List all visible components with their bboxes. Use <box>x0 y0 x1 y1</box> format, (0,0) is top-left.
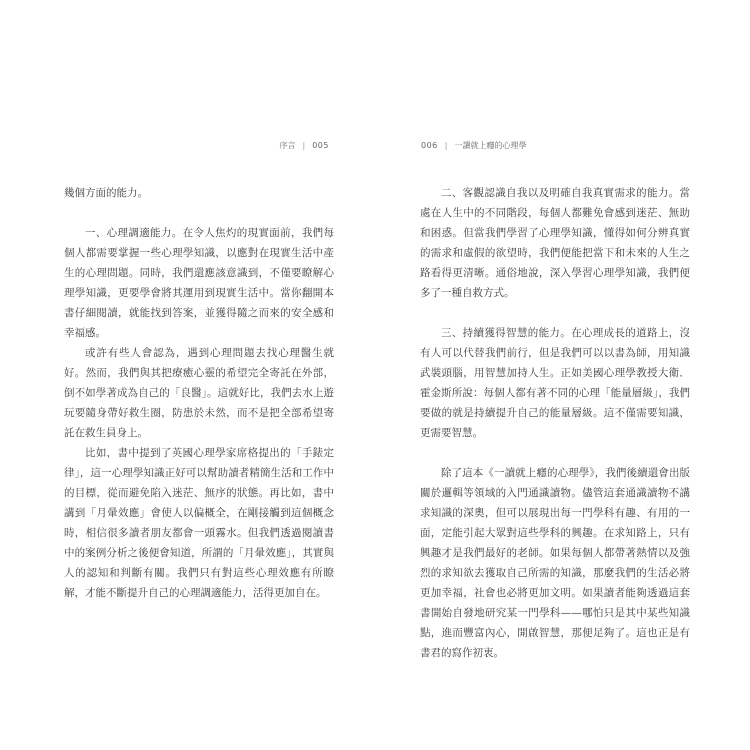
paragraph: 三、持續獲得智慧的能力。在心理成長的道路上，沒有人可以代替我們前行，但是我們可以以書為師，用知識武裝頭腦，用智慧加持人生。正如美國心理學教授大衛．霍金斯所說：每個人都有著不同的心理「能量層級」，我們要做的就是持續提升自己的能量層級。這不僅需要知識，更需要智慧。 <box>420 327 690 439</box>
left-page-body <box>64 183 334 603</box>
header-separator: | <box>302 141 306 150</box>
paragraph: 除了這本《一讀就上癮的心理學》，我們後續還會出版關於邏輯等領域的入門通識讀物。儘管這套通識讀物不講求知識的深奧，但可以展現出每一門學科有趣、有用的一面，定能引起大眾對這些學科的興趣。在求知路上，只有興趣才是我們最好的老師。如果每個人都帶著熱情以及強烈的求知欲去獲取自己所需的知識，那麼我們的生活必將更加幸福，社會也必將更加文明。如果讀者能夠透過這套書開始自發地研究某一門學科——哪怕只是其中某些知識點，進而豐富內心，開啟智慧，那便足夠了。這也正是有書君的寫作初衷。 <box>420 467 690 659</box>
right-page <box>375 0 750 750</box>
right-page-header <box>421 140 526 151</box>
paragraph: 比如，書中提到了英國心理學家席格提出的「手錶定律」，這一心理學知識正好可以幫助讀者精簡生活和工作中的目標，從而避免陷入迷茫、無序的狀態。再比如，書中講到「月暈效應」會使人以偏概全，在剛接觸到這個概念時，相信很多讀者朋友都會一頭霧水。但我們透過閱讀書中的案例分析之後便會知道，所謂的「月暈效應」，其實與人的認知和判斷有關。我們只有對這些心理效應有所瞭解，才能不斷提升自己的心理調適能力，活得更加自在。 <box>64 447 334 599</box>
paragraph: 或許有些人會認為，遇到心理問題去找心理醫生就好。然而，我們與其把療癒心靈的希望完全寄託在外部，倒不如學著成為自己的「良醫」。這就好比，我們去水上遊玩要隨身帶好救生圈，防患於未然，而不是把全部希望寄託在救生員身上。 <box>64 347 334 439</box>
paragraph: 二、客觀認識自我以及明確自我真實需求的能力。當處在人生中的不同階段，每個人都難免會感到迷茫、無助和困惑。但當我們學習了心理學知識，懂得如何分辨真實的需求和虛假的欲望時，我們便能把當下和未來的人生之路看得更清晰。通俗地說，深入學習心理學知識，我們便多了一種自救方式。 <box>420 187 690 299</box>
book-title: 一讀就上癮的心理學 <box>454 141 527 150</box>
page-number: 006 <box>421 141 438 150</box>
paragraph: 一、心理調適能力。在令人焦灼的現實面前，我們每個人都需要掌握一些心理學知識，以應對在現實生活中產生的心理問題。同時，我們還應該意識到，不僅要瞭解心理學知識，更要學會將其運用到現實生活中。當你翻開本書仔細閱讀，就能找到答案，並獲得隨之而來的安全感和幸福感。 <box>64 227 334 339</box>
section-title: 序言 <box>279 141 296 150</box>
left-page-header <box>280 140 329 151</box>
paragraph: 幾個方面的能力。 <box>64 187 148 199</box>
right-page-body <box>420 183 690 663</box>
header-separator: | <box>444 141 448 150</box>
page-number: 005 <box>312 141 329 150</box>
